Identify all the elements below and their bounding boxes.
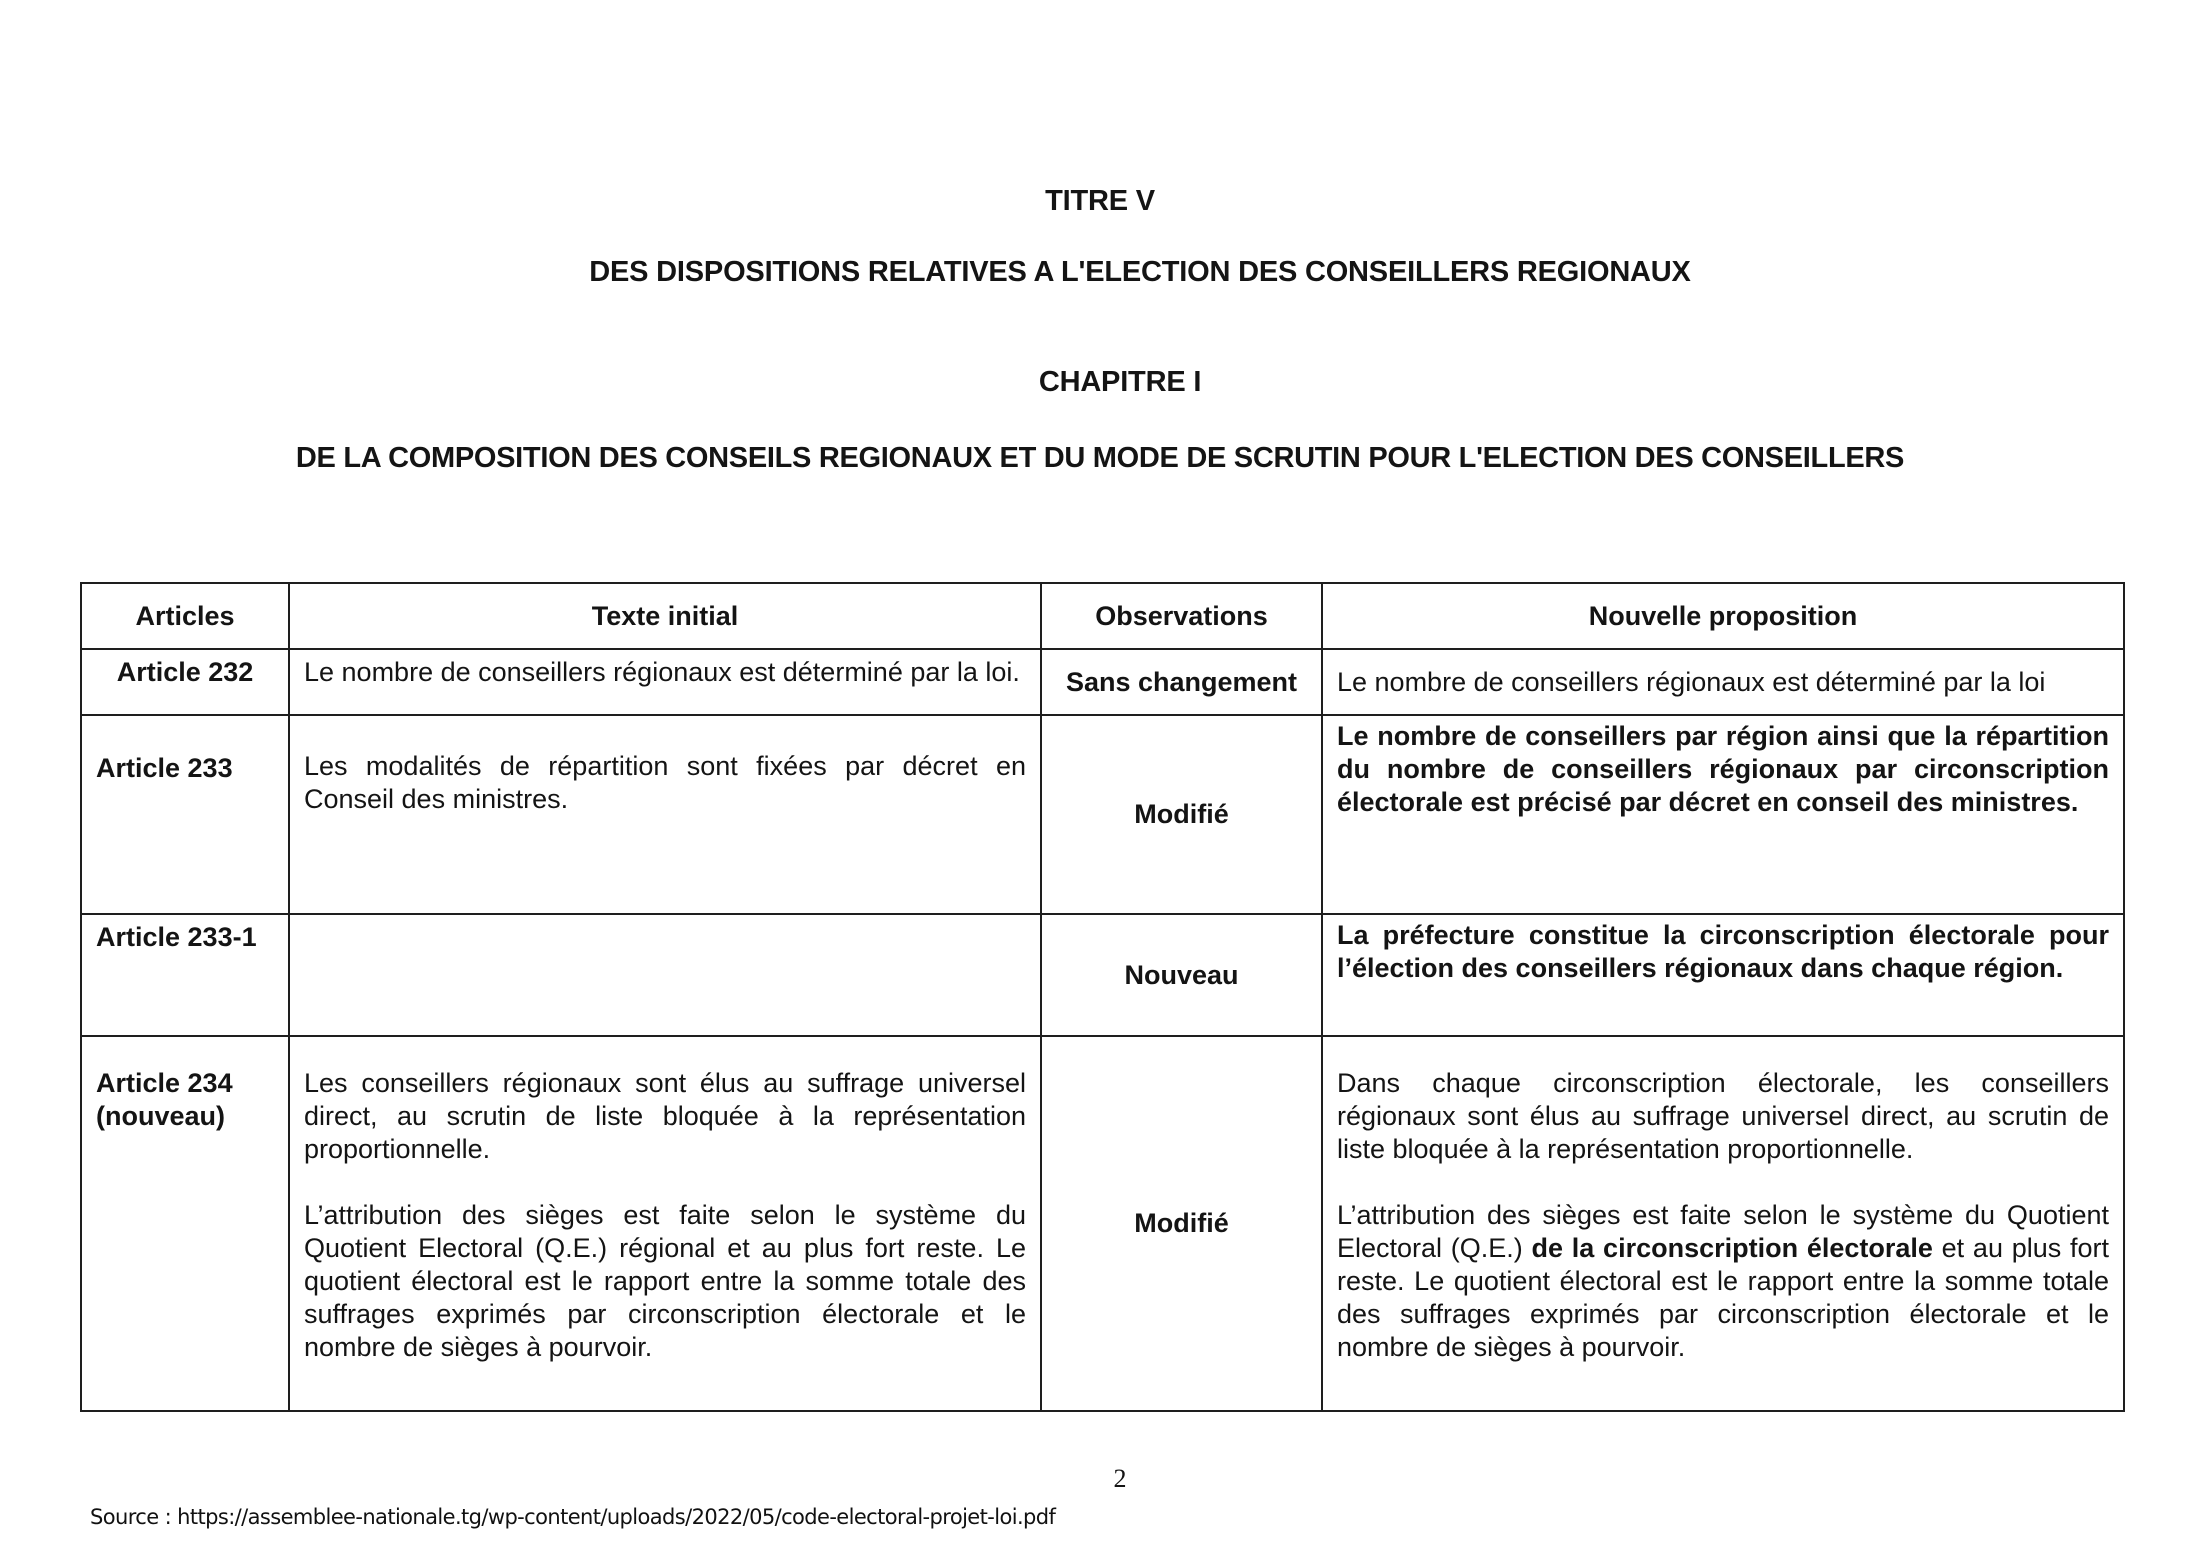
header-observations: Observations: [1041, 583, 1322, 649]
observation-cell: Nouveau: [1041, 914, 1322, 1036]
texte-initial-paragraph: Les conseillers régionaux sont élus au suffrage universel direct, au scrutin de liste bloquée à la représentation proportionnelle.: [304, 1068, 1026, 1164]
table-row: [81, 914, 2124, 1036]
articles-comparison-table: [80, 582, 2125, 1412]
page-number: 2: [1113, 1464, 1127, 1493]
texte-initial-cell: [289, 715, 1041, 914]
texte-initial-paragraph: Le nombre de conseillers régionaux est déterminé par la loi.: [304, 657, 1020, 687]
texte-initial-cell: [289, 1036, 1041, 1411]
nouvelle-proposition-cell: [1322, 914, 2124, 1036]
article-cell: Article 233-1: [81, 914, 289, 1036]
texte-initial-cell: [289, 649, 1041, 715]
table-header-row: [81, 583, 2124, 649]
observation-cell: Sans changement: [1041, 649, 1322, 715]
article-number: Article 234: [96, 1068, 233, 1098]
observation-cell: Modifié: [1041, 715, 1322, 914]
text-segment: et au plus fort reste. Le quotient électoral est le rapport entre la somme totale des suffrages exprimés par circonscription électorale et le nombre de sièges à pourvoir.: [1337, 1233, 2109, 1362]
article-note: (nouveau): [96, 1101, 226, 1131]
chapter-subtitle: DE LA COMPOSITION DES CONSEILS REGIONAUX ET DU MODE DE SCRUTIN POUR L'ELECTION DES CONSEILLERS: [295, 442, 1905, 474]
nouvelle-proposition-paragraph: Le nombre de conseillers régionaux est déterminé par la loi: [1337, 666, 2046, 697]
nouvelle-proposition-paragraph: La préfecture constitue la circonscription électorale pour l’élection des conseillers régionaux dans chaque région.: [1337, 920, 2109, 983]
text-segment-bold: de la circonscription électorale: [1531, 1233, 1933, 1263]
article-cell: [81, 1036, 289, 1411]
header-texte-initial: Texte initial: [289, 583, 1041, 649]
nouvelle-proposition-cell: [1322, 649, 2124, 715]
table-row: [81, 649, 2124, 715]
source-citation: Source : https://assemblee-nationale.tg/wp-content/uploads/2022/05/code-electoral-projet-loi.pdf: [90, 1505, 1056, 1529]
article-cell: Article 232: [81, 649, 289, 715]
texte-initial-cell-empty: [289, 914, 1041, 1036]
nouvelle-proposition-cell: [1322, 1036, 2124, 1411]
table-row: [81, 1036, 2124, 1411]
article-cell: Article 233: [81, 715, 289, 914]
observation-cell: Modifié: [1041, 1036, 1322, 1411]
texte-initial-paragraph: L’attribution des sièges est faite selon le système du Quotient Electoral (Q.E.) régional et au plus fort reste. Le quotient électoral est le rapport entre la somme totale des suffrages exprimés par circonscription électorale et le nombre de sièges à pourvoir.: [304, 1200, 1026, 1362]
title-heading: TITRE V: [1045, 185, 1155, 217]
header-articles: Articles: [81, 583, 289, 649]
texte-initial-paragraph: Les modalités de répartition sont fixées par décret en Conseil des ministres.: [304, 751, 1026, 814]
nouvelle-proposition-cell: [1322, 715, 2124, 914]
chapter-heading: CHAPITRE I: [1038, 366, 1202, 398]
table-row: [81, 715, 2124, 914]
nouvelle-proposition-paragraph: Le nombre de conseillers par région ainsi que la répartition du nombre de conseillers régionaux par circonscription électorale est précisé par décret en conseil des ministres.: [1337, 721, 2109, 817]
header-nouvelle-proposition: Nouvelle proposition: [1322, 583, 2124, 649]
nouvelle-proposition-paragraph: [1337, 1199, 2109, 1364]
text-segment: L’attribution des sièges est faite selon le système du Quotient Electoral (Q.E.): [1337, 1200, 2109, 1263]
title-subtitle: DES DISPOSITIONS RELATIVES A L'ELECTION DES CONSEILLERS REGIONAUX: [589, 256, 1691, 288]
nouvelle-proposition-paragraph: Dans chaque circonscription électorale, les conseillers régionaux sont élus au suffrage universel direct, au scrutin de liste bloquée à la représentation proportionnelle.: [1337, 1068, 2109, 1164]
